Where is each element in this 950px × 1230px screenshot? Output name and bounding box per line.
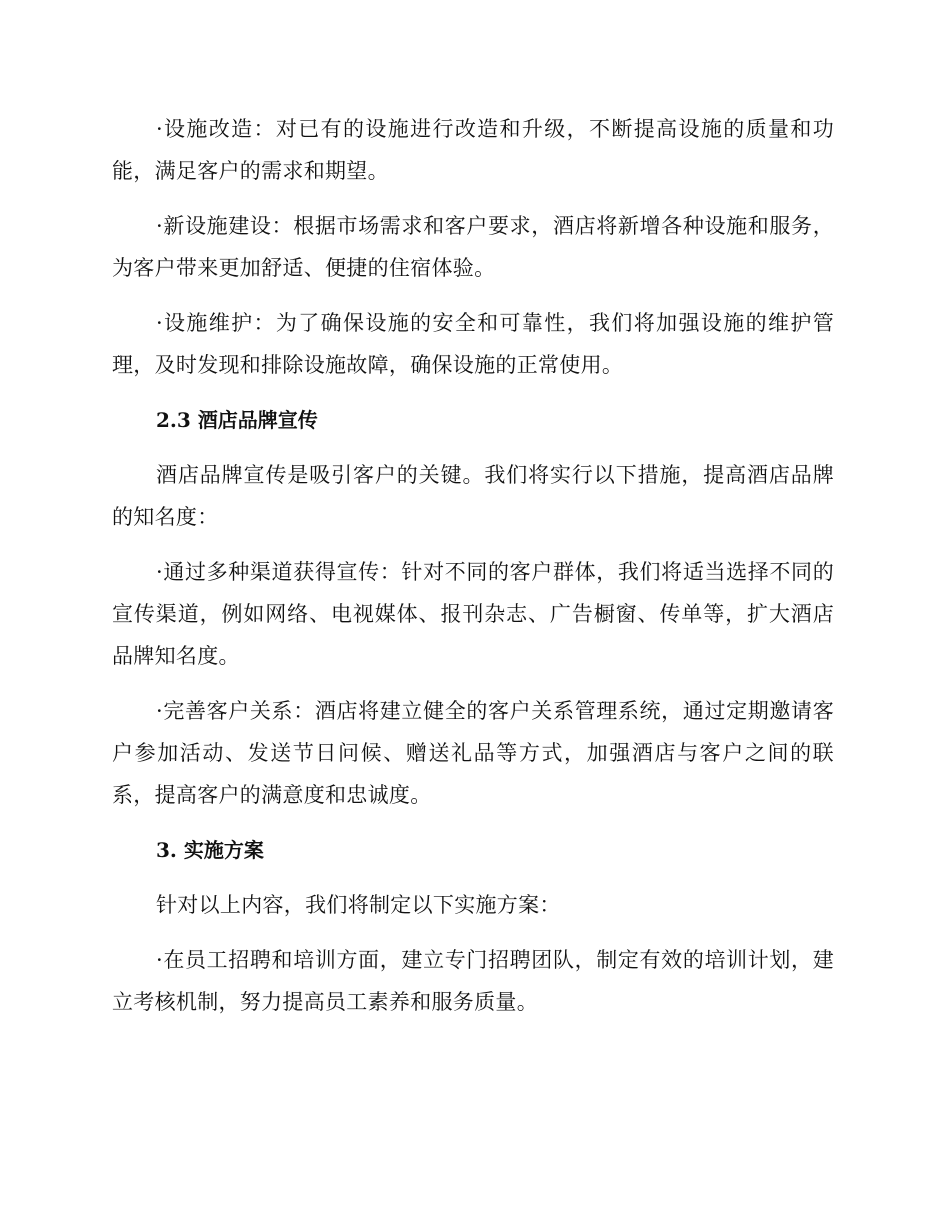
- section-heading-implementation-plan: 3. 实施方案: [156, 838, 264, 862]
- paragraph-multi-channel-promotion: ·通过多种渠道获得宣传：针对不同的客户群体，我们将适当选择不同的宣传渠道，例如网络、电视媒体、报刊杂志、广告橱窗、传单等，扩大酒店品牌知名度。: [112, 560, 834, 668]
- document-body: [112, 108, 834, 1023]
- section-heading-brand-promotion: 2.3 酒店品牌宣传: [156, 408, 318, 432]
- paragraph-recruitment-training: ·在员工招聘和培训方面，建立专门招聘团队，制定有效的培训计划，建立考核机制，努力提高员工素养和服务质量。: [112, 948, 834, 1014]
- paragraph-new-facility-construction: ·新设施建设：根据市场需求和客户要求，酒店将新增各种设施和服务，为客户带来更加舒适、便捷的住宿体验。: [112, 214, 834, 280]
- paragraph-facility-renovation: ·设施改造：对已有的设施进行改造和升级，不断提高设施的质量和功能，满足客户的需求和期望。: [112, 117, 834, 183]
- paragraph-implementation-intro: 针对以上内容，我们将制定以下实施方案：: [156, 893, 561, 917]
- paragraph-customer-relations: ·完善客户关系：酒店将建立健全的客户关系管理系统，通过定期邀请客户参加活动、发送节日问候、赠送礼品等方式，加强酒店与客户之间的联系，提高客户的满意度和忠诚度。: [112, 699, 834, 807]
- paragraph-facility-maintenance: ·设施维护：为了确保设施的安全和可靠性，我们将加强设施的维护管理，及时发现和排除设施故障，确保设施的正常使用。: [112, 311, 834, 377]
- paragraph-brand-promotion-intro: 酒店品牌宣传是吸引客户的关键。我们将实行以下措施，提高酒店品牌的知名度：: [112, 463, 834, 529]
